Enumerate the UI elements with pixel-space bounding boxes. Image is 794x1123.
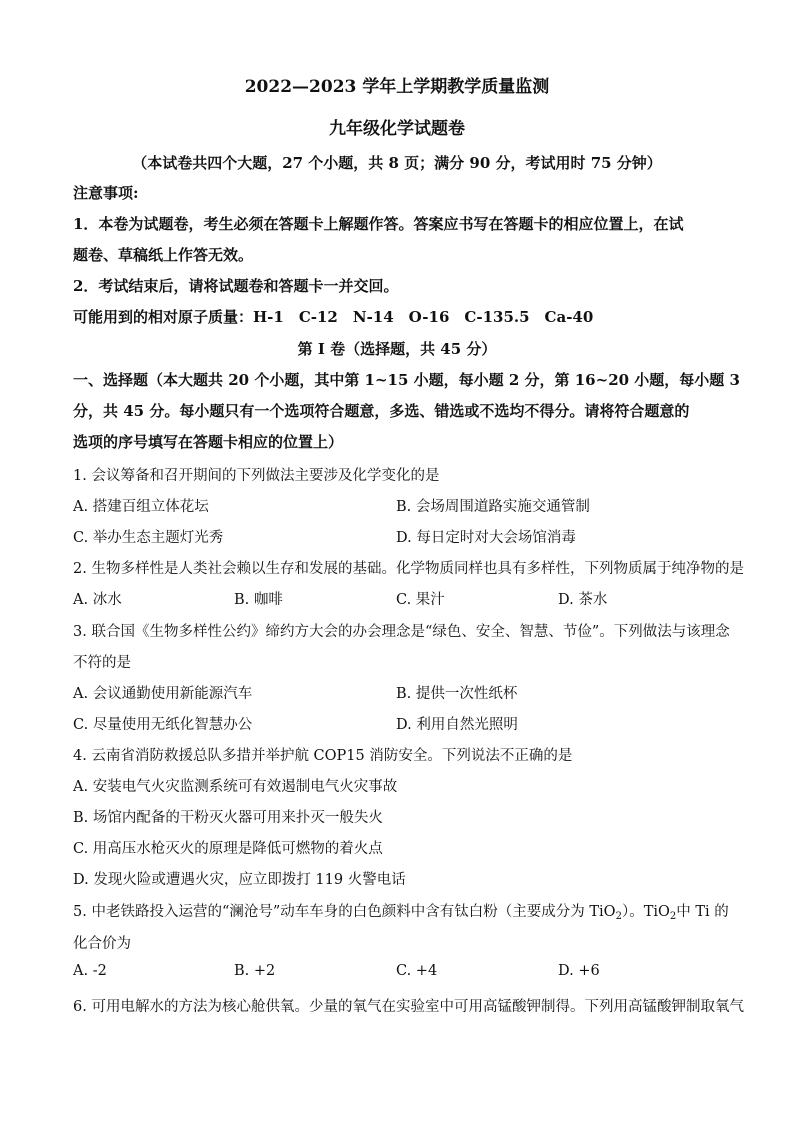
question-2-option-a: A. 冰水 (73, 592, 122, 608)
question-4-option-c: C. 用高压水枪灭火的原理是降低可燃物的着火点 (73, 841, 383, 857)
question-1-option-d: D. 每日定时对大会场馆消毒 (396, 530, 576, 546)
question-4-option-d: D. 发现火险或遭遇火灾，应立即拨打 119 火警电话 (73, 872, 406, 888)
question-3-option-b: B. 提供一次性纸杯 (396, 686, 518, 702)
question-3-option-d: D. 利用自然光照明 (396, 717, 518, 733)
question-6-stem: 6. 可用电解水的方法为核心舱供氧。少量的氧气在实验室中可用高锰酸钾制得。下列用高锰酸钾制取氧气 (73, 999, 744, 1015)
question-5-stem-line2: 化合价为 (73, 936, 131, 952)
atomic-masses: 可能用到的相对原子质量：H-1 C-12 N-14 O-16 C-135.5 Ca-40 (73, 308, 594, 326)
notice-item1-line1: 1．本卷为试题卷，考生必须在答题卡上解题作答。答案应书写在答题卡的相应位置上，在试 (73, 215, 684, 233)
question-1-option-a: A. 搭建百组立体花坛 (73, 499, 209, 515)
notice-item2: 2．考试结束后，请将试题卷和答题卡一并交回。 (73, 277, 399, 295)
question-5-option-a: A. -2 (73, 963, 107, 979)
question-3-option-c: C. 尽量使用无纸化智慧办公 (73, 717, 253, 733)
exam-info: （本试卷共四个大题，27 个小题，共 8 页；满分 90 分，考试用时 75 分钟） (132, 154, 662, 172)
notice-heading: 注意事项: (73, 184, 139, 202)
question-1-option-b: B. 会场周围道路实施交通管制 (396, 499, 590, 515)
question-4-option-b: B. 场馆内配备的干粉灭火器可用来扑灭一般失火 (73, 810, 383, 826)
question-2-option-c: C. 果汁 (396, 592, 445, 608)
exam-subtitle: 九年级化学试题卷 (329, 119, 465, 139)
question-3-stem-line1: 3. 联合国《生物多样性公约》缔约方大会的办会理念是“绿色、安全、智慧、节俭”。下列做法与该理念 (73, 624, 730, 640)
question-1-stem: 1. 会议筹备和召开期间的下列做法主要涉及化学变化的是 (73, 468, 440, 484)
section-instructions-line1: 一、选择题（本大题共 20 个小题，其中第 1~15 小题，每小题 2 分，第 16~20 小题，每小题 3 (73, 371, 740, 389)
section-heading: 第 I 卷（选择题，共 45 分） (297, 340, 497, 358)
question-2-stem: 2. 生物多样性是人类社会赖以生存和发展的基础。化学物质同样也具有多样性，下列物质属于纯净物的是 (73, 561, 744, 577)
notice-item1-line2: 题卷、草稿纸上作答无效。 (73, 246, 254, 264)
question-1-option-c: C. 举办生态主题灯光秀 (73, 530, 224, 546)
question-4-option-a: A. 安装电气火灾监测系统可有效遏制电气火灾事故 (73, 779, 398, 795)
exam-title: 2022—2023 学年上学期教学质量监测 (244, 77, 550, 97)
question-5-stem-line1: 5. 中老铁路投入运营的“澜沧号”动车车身的白色颜料中含有钛白粉（主要成分为 TiO$_2$）。TiO$_2$中 Ti 的 (73, 904, 729, 922)
section-instructions-line3: 选项的序号填写在答题卡相应的位置上） (73, 433, 344, 451)
question-3-option-a: A. 会议通勤使用新能源汽车 (73, 686, 253, 702)
section-instructions-line2: 分，共 45 分。每小题只有一个选项符合题意，多选、错选或不选均不得分。请将符合题意的 (73, 402, 690, 420)
question-5-option-d: D. +6 (558, 963, 600, 979)
question-3-stem-line2: 不符的是 (73, 655, 131, 671)
question-2-option-b: B. 咖啡 (234, 592, 283, 608)
question-5-option-c: C. +4 (396, 963, 438, 979)
question-4-stem: 4. 云南省消防救援总队多措并举护航 COP15 消防安全。下列说法不正确的是 (73, 748, 573, 764)
question-2-option-d: D. 茶水 (558, 592, 608, 608)
question-5-option-b: B. +2 (234, 963, 276, 979)
